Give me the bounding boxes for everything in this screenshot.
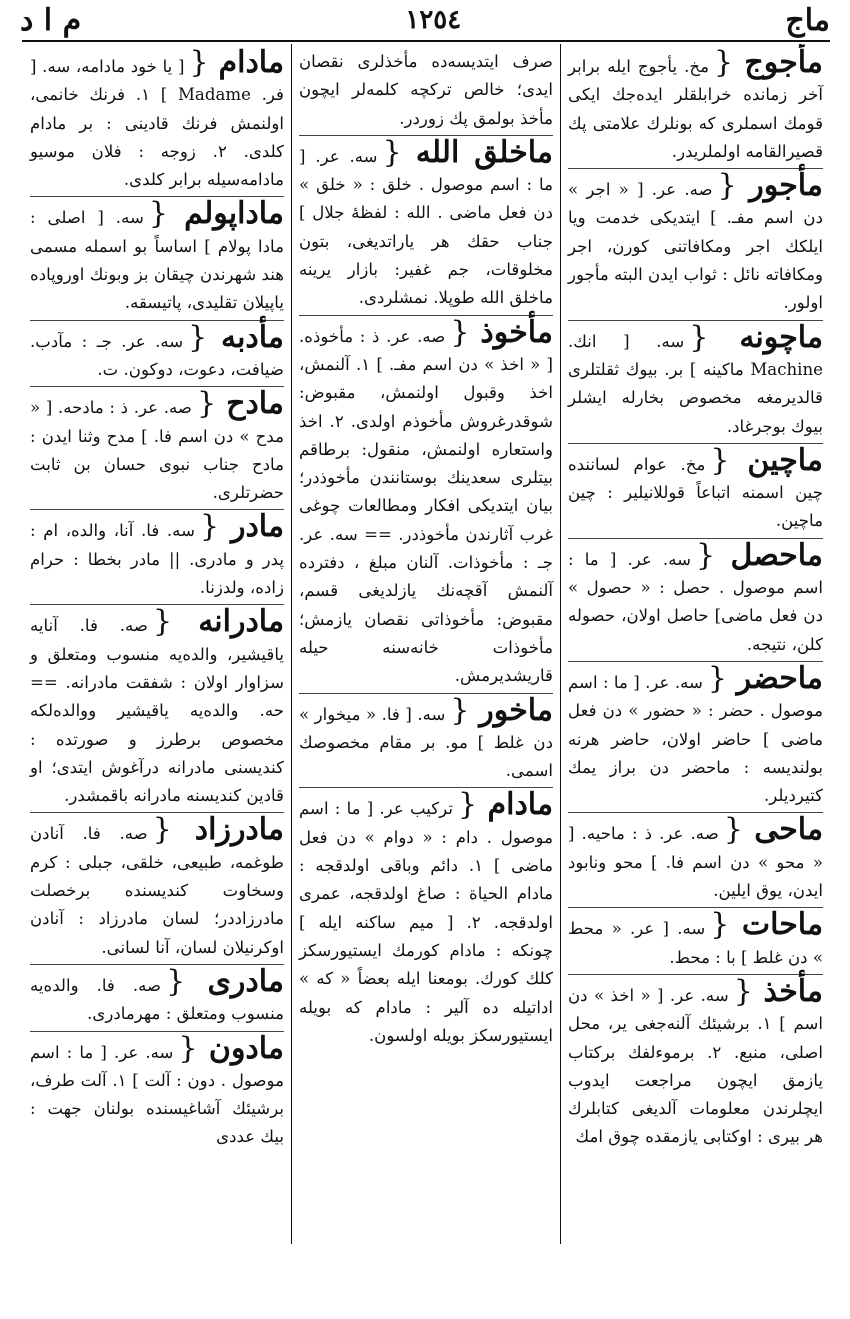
- dictionary-entry: [299, 787, 553, 1052]
- entry-headword: مأدبه {: [188, 320, 284, 355]
- entry-definition: صه. عر. ذ : مادحه. [ « مدح » دن اسم فا. ] مدح وثنا ايدن : مادح جناب نبوى حسان بن ثابت حضرتلرى.: [30, 398, 284, 503]
- entry-headword: مادح {: [197, 386, 284, 421]
- dictionary-entry: [568, 661, 823, 812]
- entry-definition: مخ. يأجوج ايله برابر آخر زمانده خرابلقلر ايده‌جك ايكى قومك اسملرى كه بونلرك علامتى پك قصيرالقامه اولملريدر.: [568, 57, 823, 161]
- entry-headword: مادرانه {: [153, 604, 284, 639]
- dictionary-columns: [22, 44, 830, 1244]
- entry-headword: مادام {: [189, 45, 284, 80]
- entry-headword: ماچين {: [710, 443, 823, 478]
- entry-headword: ماخلق الله {: [383, 135, 553, 170]
- entry-headword: مأخوذ {: [450, 315, 553, 350]
- entry-definition: سه. [ عر. « محط » دن غلط ] با : محط.: [568, 919, 823, 967]
- header-rule: [22, 40, 830, 42]
- entry-headword: مأجوج {: [714, 45, 823, 80]
- entry-definition: تركيب عر. [ ما : اسم موصول . دام : « دوام » دن فعل ماضى ] ١. دائم وباقى اولدقجه : مادام الحياة : صاغ اولدقجه، عمرى اولدقجه. ٢. [ ميم ساكنه ايله ] چونكه : مادام كورمك ايستيورسكز كلك كورك. بومعنا ايله بعضاً « كه » اداتيله ده آلير : مادام كه بويله ايستيورسكز بويله اولسون.: [299, 799, 553, 1045]
- column-middle: [292, 44, 561, 1244]
- dictionary-entry: [568, 812, 823, 907]
- entry-definition: سه. [ اصلى : مادا پولام ] اساساً بو اسمله مسمى هند شهرندن چيقان بز وبونك اوروپاده ياپيلان تقليدى، پاتيسقه.: [30, 208, 284, 313]
- dictionary-entry: [30, 196, 284, 319]
- dictionary-entry: [30, 320, 284, 387]
- entry-headword: مادام {: [458, 787, 553, 822]
- dictionary-entry: [299, 315, 553, 693]
- dictionary-entry: [568, 45, 823, 168]
- entry-headword: ماحى {: [724, 812, 823, 847]
- dictionary-entry: [30, 45, 285, 196]
- entry-definition: سه. عر. [ « اخذ » دن اسم ] ١. برشيئك آلنه‌جغى ير، محل اصلى، منبع. ٢. برموءلفك بركتاب يازمق ايچون مراجعت ايدوب ايچلرندن معلومات آلديغى كتابلرك هر بيرى : اوكتابى يازمقده چوق امك: [568, 985, 823, 1147]
- entry-headword: ماحضر {: [708, 661, 823, 696]
- entry-definition: سه. فا. آنا، والده، ام : پدر و مادرى. || مادر بخطا : حرام زاده، ولدزنا.: [30, 521, 284, 598]
- dictionary-entry: [30, 604, 284, 812]
- entry-headword: مادر {: [200, 509, 284, 544]
- entry-definition: [ يا خود مادامه، سه. [ فر. Madame ] ١. فرنك خانمى، اولنمش فرنك قادينى : بر مادام كلدى. ٢. زوجه : فلان موسيو مادامه‌سيله برابر كلدى.: [30, 57, 284, 190]
- dictionary-entry: [568, 974, 823, 1154]
- column-left: [23, 44, 292, 1244]
- dictionary-entry: [30, 812, 284, 963]
- dictionary-entry: [568, 320, 823, 443]
- dictionary-entry: [299, 48, 553, 135]
- dictionary-entry: [568, 443, 823, 538]
- entry-headword: مادرزاد {: [153, 812, 284, 847]
- page-number: ١٢٥٤: [405, 5, 462, 35]
- dictionary-entry: [299, 135, 553, 315]
- dictionary-entry: [568, 907, 823, 974]
- entry-headword: مأجور {: [718, 168, 823, 203]
- entry-headword: مادرى {: [166, 964, 284, 999]
- dictionary-entry: [299, 693, 553, 788]
- dictionary-entry: [30, 964, 284, 1031]
- entry-definition: سه. عر. [ ما : اسم موصول . دون : آلت ] ١. آلت طرف، برشيئك آشاغيسنده بولنان جهت : بيك عددى: [30, 1042, 284, 1147]
- entry-definition: صه. عر. [ « اجر » دن اسم مفـ. ] ايتديكى خدمت ويا ايلكك اجر ومكافاتنى كورن، اجر ومكافاته نائل : ثواب ايدن البته مأجور اولور.: [568, 180, 823, 313]
- dictionary-entry: [30, 386, 284, 509]
- entry-definition: سه. عر. جـ : مآدب. ضيافت، دعوت، دوكون. ت.: [30, 331, 284, 379]
- page-header: [20, 2, 830, 38]
- entry-definition: سه. عر. [ ما : اسم موصول . حضر : « حضور » دن فعل ماضى ] حاضر اولان، حاضر هرنه بولنديسه : ماحضر دن براز يمك كتيرديلر.: [568, 672, 823, 806]
- entry-definition: صه. عر. ذ : ماحيه. [ « محو » دن اسم فا. ] محو ونابود ايدن، يوق ايلين.: [568, 824, 823, 901]
- entry-definition: صه. فا. آنايه ياقيشير، والده‌يه منسوب ومتعلق و سزاوار اولان : شفقت مادرانه. == حه. والده‌يه ياقيشير ووالده‌لكه مخصوص برطرز و صورتده : كنديسنى مادرانه درآغوش ايتدى؛ او قادين كنديسنه مادرانه باقمشدر.: [30, 616, 284, 806]
- entry-definition: سه. [ انك. Machine ماكينه ] بر. بيوك ثقلتلرى قالديرمغه مخصوص بخارله ايشلر بيوك بوجرغاد.: [568, 331, 823, 436]
- entry-headword: ماخور {: [450, 693, 553, 728]
- entry-headword: ماحصل {: [696, 538, 823, 573]
- header-right-word: ماج: [785, 2, 830, 38]
- dictionary-entry: [30, 1031, 284, 1154]
- column-right: [561, 44, 830, 1244]
- entry-definition: سه. [ فا. « ميخوار » دن غلط ] مو. بر مقام مخصوصك اسمى.: [299, 704, 553, 781]
- dictionary-entry: [568, 538, 823, 661]
- entry-headword: مادون {: [178, 1031, 284, 1066]
- header-left-word: م ا د: [20, 2, 82, 38]
- dictionary-entry: [30, 509, 284, 604]
- dictionary-entry: [568, 168, 823, 319]
- entry-definition: سه. عر. [ ما : اسم موصول . حصل : « حصول » دن فعل ماضى] حاصل اولان، حصوله كلن، نتيجه.: [568, 549, 823, 654]
- entry-definition: صرف ايتديسه‌ده مأخذلرى نقصان ايدى؛ خالص تركچه كلمه‌لر ايچون مأخذ بولمق پك زوردر.: [299, 52, 553, 128]
- entry-headword: ماچونه {: [689, 320, 823, 355]
- entry-headword: مأخذ {: [734, 974, 823, 1009]
- entry-definition: صه. عر. ذ : مأخوذه. [ « اخذ » دن اسم مفـ. ] ١. آلنمش، اخذ وقبول اولنمش، مقبوض: شوقدرغروش مأخوذم اولدى. ٢. اخذ واستعاره اولنمش، منقول: برطاقم بيتلرى سعدينك بوستانندن مأخوذدر؛ بيان ايتديكى افكار ومطالعات چوغى غرب آثارندن مأخوذدر. == سه. عر. جـ : مأخوذات. آلنان مبلغ ، دفترده آلنمش آقچه‌نك يازلديغى قسم، مقبوض: مأخوذاتى نقصان يازمش؛ مأخوذات خانه‌سنه حيله قاريشديرمش.: [299, 326, 553, 686]
- entry-definition: صه. فا. والده‌يه منسوب ومتعلق : مهرمادرى.: [30, 975, 284, 1024]
- entry-definition: صه. فا. آنادن طوغمه، طبيعى، خلقى، جبلى : كرم وسخاوت كنديسنده برخصلت مادرزاددر؛ لسان مادرزاد : آنادن اوكرنيلان لسان، آنا لسانى.: [30, 824, 284, 957]
- entry-headword: ماحات {: [710, 907, 823, 942]
- entry-definition: مخ. عوام لساننده چين اسمنه اتباعاً قوللانيلير : چين ماچين.: [568, 454, 823, 531]
- entry-headword: ماداپولم {: [149, 196, 284, 231]
- entry-definition: سه. عر. [ ما : اسم موصول . خلق : « خلق » دن فعل ماضى . الله : لفظهٔ جلال ] جناب حقك هر ياراتديغى، بتون مخلوقات، جم غفير: بازار يرينه ماخلق الله طوپلا. نمشلردى.: [299, 146, 553, 308]
